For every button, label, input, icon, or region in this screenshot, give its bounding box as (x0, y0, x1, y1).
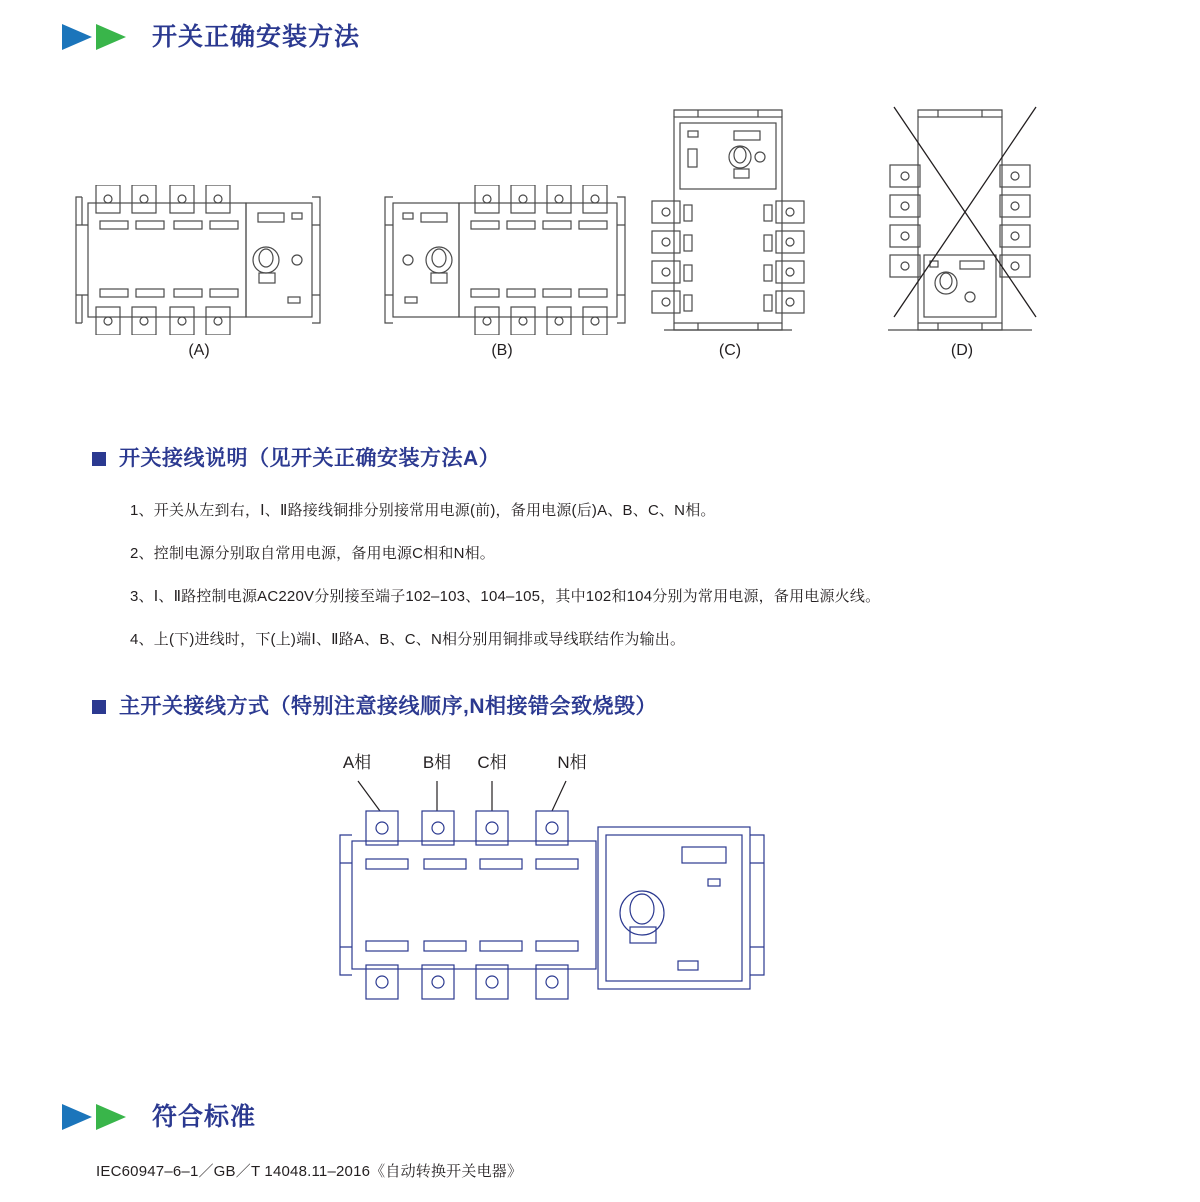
phase-label-c: C相 (477, 753, 507, 772)
wiring-section-title: 开关接线说明（见开关正确安装方法A） (119, 447, 501, 470)
figure-caption-d: (D) (950, 342, 974, 359)
blue-square-bullet-icon (92, 700, 106, 714)
figure-a-drawing (70, 185, 330, 335)
standard-section-title: 符合标准 (152, 1102, 257, 1131)
figure-caption-c: (C) (718, 342, 742, 359)
standard-text: IEC60947–6–1／GB／T 14048.11–2016《自动转换开关电器》 (96, 1163, 523, 1180)
main-switch-section-heading (92, 696, 657, 717)
figure-b-drawing (375, 185, 635, 335)
figure-caption-a: (A) (188, 342, 210, 359)
wiring-note-4: 4、上(下)进线时，下(上)端Ⅰ、Ⅱ路A、B、C、N相分别用铜排或导线联结作为输出。 (130, 631, 686, 648)
wiring-note-3: 3、Ⅰ、Ⅱ路控制电源AC220V分别接至端子102–103、104–105，其中102和104分别为常用电源，备用电源火线。 (130, 588, 881, 605)
wiring-note-1: 1、开关从左到右，Ⅰ、Ⅱ路接线铜排分别接常用电源(前)，备用电源(后)A、B、C、N相。 (130, 502, 716, 519)
main-switch-section-title: 主开关接线方式（特别注意接线顺序,N相接错会致烧毁） (119, 695, 657, 718)
standard-section-heading (62, 1100, 256, 1134)
wiring-note-2: 2、控制电源分别取自常用电源，备用电源C相和N相。 (130, 545, 496, 562)
main-switch-drawing (330, 775, 790, 1020)
phase-label-a: A相 (342, 753, 372, 772)
double-chevron-icon (62, 1100, 134, 1134)
figure-c-drawing (628, 105, 828, 335)
wiring-section-heading (92, 448, 500, 469)
figure-d-drawing (860, 105, 1060, 335)
phase-label-n: N相 (557, 753, 587, 772)
page-title: 开关正确安装方法 (152, 22, 361, 51)
figure-caption-b: (B) (491, 342, 513, 359)
phase-label-b: B相 (422, 753, 452, 772)
page-header (62, 20, 360, 54)
blue-square-bullet-icon (92, 452, 106, 466)
double-chevron-icon (62, 20, 134, 54)
